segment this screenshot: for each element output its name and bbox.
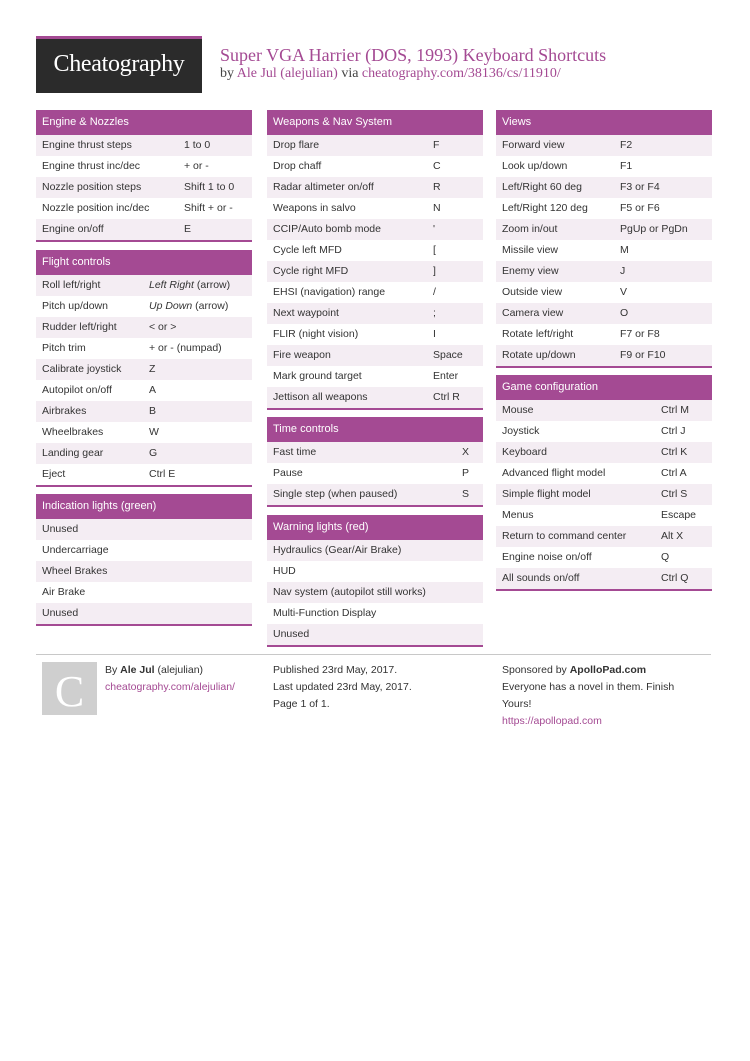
shortcut-key-italic: Left Right (149, 279, 194, 291)
shortcut-label: Rotate up/down (502, 349, 576, 361)
shortcut-key-text: Ctrl M (661, 404, 689, 416)
shortcut-key-text: V (620, 286, 628, 298)
shortcut-label: Cycle right MFD (273, 265, 349, 277)
shortcut-label: Mark ground target (273, 370, 362, 382)
shortcut-key-text: < or > (149, 321, 177, 333)
shortcut-row (496, 198, 712, 219)
shortcut-row (267, 345, 483, 366)
shortcut-key (184, 198, 233, 219)
shortcut-key (433, 198, 441, 219)
shortcut-row (496, 261, 712, 282)
byline (220, 66, 561, 82)
shortcut-label: Hydraulics (Gear/Air Brake) (273, 544, 402, 556)
shortcut-row (36, 317, 252, 338)
shortcut-label: Left/Right 120 deg (502, 202, 588, 214)
shortcut-row (267, 198, 483, 219)
shortcut-key-text: + or - (184, 160, 209, 172)
shortcut-key (433, 261, 436, 282)
shortcut-key-text: Shift + or - (184, 202, 233, 214)
shortcut-label: Fast time (273, 446, 317, 458)
section-title: Views (496, 110, 712, 135)
shortcut-key (661, 463, 687, 484)
shortcut-row (496, 442, 712, 463)
shortcut-key (620, 282, 627, 303)
shortcut-key (620, 135, 632, 156)
shortcut-row (267, 177, 483, 198)
shortcut-key-text: / (433, 286, 436, 298)
shortcut-key (149, 401, 156, 422)
footer-by: By (105, 664, 121, 676)
shortcut-key-text: F9 or F10 (620, 349, 666, 361)
shortcut-row (267, 463, 483, 484)
shortcut-key (661, 526, 683, 547)
shortcut-key (620, 198, 660, 219)
footer-sponsor-prefix: Sponsored by (502, 664, 570, 676)
shortcut-label: Radar altimeter on/off (273, 181, 374, 193)
shortcut-key-text: S (461, 488, 469, 500)
shortcut-row (36, 540, 252, 561)
cheatography-logo[interactable] (36, 36, 202, 93)
section-engine (36, 110, 252, 242)
shortcut-key (149, 296, 228, 317)
shortcut-row (496, 282, 712, 303)
shortcut-list (36, 275, 252, 485)
shortcut-key (184, 177, 234, 198)
footer-author-url-text[interactable]: cheatography.com/alejulian/ (105, 681, 235, 693)
shortcut-label: Single step (when paused) (273, 488, 398, 500)
shortcut-row (36, 198, 252, 219)
shortcut-key (433, 240, 436, 261)
shortcut-key-text: F2 (620, 139, 633, 151)
shortcut-key-text: Shift 1 to 0 (184, 181, 235, 193)
shortcut-row (36, 582, 252, 603)
shortcut-row (496, 421, 712, 442)
shortcut-key-text: Ctrl J (661, 425, 686, 437)
shortcut-label: Forward view (502, 139, 565, 151)
shortcut-key-text: A (149, 384, 157, 396)
shortcut-label: Fire weapon (273, 349, 331, 361)
shortcut-label: EHSI (navigation) range (273, 286, 386, 298)
shortcut-key (433, 345, 463, 366)
shortcut-row (267, 261, 483, 282)
shortcut-key-text: O (620, 307, 629, 319)
shortcut-label: Multi-Function Display (273, 607, 377, 619)
shortcut-row (496, 303, 712, 324)
shortcut-label: HUD (273, 565, 296, 577)
footer-published: Published 23rd May, 2017. (273, 664, 398, 676)
shortcut-label: Camera view (502, 307, 564, 319)
shortcut-row (36, 519, 252, 540)
section-title: Flight controls (36, 250, 252, 275)
section-weapons (267, 110, 483, 410)
shortcut-key-text: Ctrl A (661, 467, 687, 479)
shortcut-row (267, 387, 483, 408)
footer-sponsor-url-text[interactable]: https://apollopad.com (502, 715, 602, 727)
shortcut-key (149, 317, 176, 338)
section-title: Weapons & Nav System (267, 110, 483, 135)
shortcut-key (661, 421, 686, 442)
shortcut-key-text: [ (433, 244, 436, 256)
shortcut-key-text: G (149, 447, 158, 459)
shortcut-row (496, 135, 712, 156)
shortcut-key-text: Ctrl S (661, 488, 688, 500)
shortcut-key (661, 442, 687, 463)
shortcut-key-text: F (433, 139, 440, 151)
shortcut-row (267, 624, 483, 645)
shortcut-key (620, 240, 629, 261)
shortcut-label: Nav system (autopilot still works) (273, 586, 426, 598)
shortcut-label: Autopilot on/off (42, 384, 112, 396)
shortcut-key (433, 156, 441, 177)
shortcut-label: Weapons in salvo (273, 202, 356, 214)
shortcut-list (496, 400, 712, 589)
shortcut-row (267, 442, 483, 463)
shortcut-key-text: P (461, 467, 469, 479)
shortcut-label: Keyboard (502, 446, 547, 458)
shortcut-row (36, 464, 252, 485)
shortcut-key-text: R (433, 181, 441, 193)
shortcut-key-text: Ctrl Q (661, 572, 689, 584)
footer-author-url[interactable] (105, 681, 235, 693)
shortcut-label: Jettison all weapons (273, 391, 368, 403)
shortcut-label: Rotate left/right (502, 328, 574, 340)
shortcut-label: Missile view (502, 244, 559, 256)
shortcut-row (36, 219, 252, 240)
shortcut-key-text: Escape (661, 509, 697, 521)
footer-sponsor-url[interactable] (502, 715, 602, 727)
shortcut-label: Engine noise on/off (502, 551, 592, 563)
shortcut-row (496, 484, 712, 505)
shortcut-key (462, 463, 469, 484)
footer-author-name: Ale Jul (120, 664, 155, 676)
section-time (267, 417, 483, 507)
shortcut-row (267, 324, 483, 345)
shortcut-row (36, 603, 252, 624)
shortcut-key-text: Z (149, 363, 156, 375)
shortcut-key-text: W (149, 426, 159, 438)
shortcut-row (267, 240, 483, 261)
shortcut-key (184, 219, 191, 240)
shortcut-row (267, 156, 483, 177)
shortcut-key-text: + or - (numpad) (149, 342, 222, 354)
shortcut-label: Look up/down (502, 160, 568, 172)
byline-via: via (341, 66, 359, 81)
section-title: Engine & Nozzles (36, 110, 252, 135)
shortcut-label: Calibrate joystick (42, 363, 122, 375)
shortcut-label: Joystick (502, 425, 540, 437)
shortcut-row (36, 156, 252, 177)
shortcut-key-text: (arrow) (192, 300, 229, 312)
shortcut-row (267, 561, 483, 582)
shortcut-row (36, 338, 252, 359)
shortcut-key (620, 261, 625, 282)
shortcut-key-text: X (461, 446, 469, 458)
shortcut-label: Cycle left MFD (273, 244, 342, 256)
shortcut-label: CCIP/Auto bomb mode (273, 223, 381, 235)
shortcut-key (433, 219, 435, 240)
shortcut-label: Mouse (502, 404, 534, 416)
author-link[interactable]: Ale Jul (alejulian) (236, 66, 338, 81)
shortcut-key (433, 282, 436, 303)
footer-updated: Last updated 23rd May, 2017. (273, 681, 412, 693)
shortcut-key (433, 303, 436, 324)
shortcut-row (36, 443, 252, 464)
shortcut-row (36, 380, 252, 401)
shortcut-label: Roll left/right (42, 279, 101, 291)
shortcut-label: Outside view (502, 286, 563, 298)
shortcut-key (462, 442, 469, 463)
shortcut-key-text: ; (433, 307, 436, 319)
shortcut-key-text: Enter (433, 370, 459, 382)
shortcut-key (149, 380, 156, 401)
shortcut-row (36, 177, 252, 198)
section-warning (267, 515, 483, 647)
shortcut-row (36, 422, 252, 443)
shortcut-key-italic: Up Down (149, 300, 193, 312)
shortcut-key-text: F3 or F4 (620, 181, 660, 193)
shortcut-key (149, 464, 175, 485)
shortcut-list (36, 135, 252, 240)
shortcut-key (661, 400, 689, 421)
shortcut-key (433, 135, 439, 156)
shortcut-key (620, 156, 632, 177)
shortcut-key-text: PgUp or PgDn (620, 223, 688, 235)
shortcut-row (496, 526, 712, 547)
shortcut-row (496, 219, 712, 240)
shortcut-key (661, 484, 687, 505)
shortcut-label: Pitch trim (42, 342, 86, 354)
shortcut-label: Drop flare (273, 139, 320, 151)
footer-sponsor-name: ApolloPad.com (569, 664, 647, 676)
shortcut-row (36, 561, 252, 582)
shortcut-list (267, 540, 483, 645)
shortcut-row (496, 568, 712, 589)
shortcut-key (149, 443, 157, 464)
shortcut-key-text: (arrow) (193, 279, 231, 291)
shortcut-row (267, 366, 483, 387)
shortcut-label: Zoom in/out (502, 223, 558, 235)
shortcut-row (267, 603, 483, 624)
shortcut-key-text: F5 or F6 (620, 202, 660, 214)
shortcut-row (496, 240, 712, 261)
shortcut-label: Left/Right 60 deg (502, 181, 582, 193)
shortcut-row (496, 324, 712, 345)
shortcut-label: Unused (42, 523, 79, 535)
shortcut-key-text: 1 to 0 (184, 139, 211, 151)
shortcut-key (661, 568, 688, 589)
shortcut-row (496, 547, 712, 568)
shortcut-label: Nozzle position inc/dec (42, 202, 150, 214)
footer-author (105, 664, 203, 676)
shortcut-label: Eject (42, 468, 66, 480)
section-flight (36, 250, 252, 487)
section-title: Game configuration (496, 375, 712, 400)
logo-text: Cheatography (53, 51, 185, 77)
shortcut-key-text: I (433, 328, 436, 340)
shortcut-key (661, 547, 669, 568)
shortcut-row (496, 345, 712, 366)
shortcut-row (496, 156, 712, 177)
byline-prefix: by (220, 66, 234, 81)
shortcut-label: All sounds on/off (502, 572, 580, 584)
shortcut-label: Pause (273, 467, 303, 479)
shortcut-label: Unused (273, 628, 310, 640)
shortcut-label: Wheelbrakes (42, 426, 104, 438)
author-avatar (42, 662, 97, 715)
shortcut-row (496, 400, 712, 421)
avatar-letter: C (54, 667, 85, 716)
shortcut-row (496, 177, 712, 198)
shortcut-row (36, 135, 252, 156)
shortcut-key (149, 338, 222, 359)
shortcut-label: Wheel Brakes (42, 565, 108, 577)
shortcut-key (620, 177, 660, 198)
shortcut-row (267, 282, 483, 303)
shortcut-label: Menus (502, 509, 534, 521)
footer-sponsor-line1: Everyone has a novel in them. Finish (502, 681, 675, 693)
shortcut-label: Landing gear (42, 447, 104, 459)
shortcut-label: Engine thrust inc/dec (42, 160, 141, 172)
shortcut-key-text: Alt X (661, 530, 684, 542)
footer-author-handle: (alejulian) (154, 664, 204, 676)
shortcut-label: Drop chaff (273, 160, 322, 172)
shortcut-label: Enemy view (502, 265, 559, 277)
section-title: Indication lights (green) (36, 494, 252, 519)
sheet-url-link[interactable]: cheatography.com/38136/cs/11910/ (361, 66, 561, 81)
shortcut-row (496, 505, 712, 526)
shortcut-key (433, 387, 460, 408)
footer-sponsor-line2: Yours! (502, 698, 532, 710)
shortcut-key (433, 177, 441, 198)
shortcut-key-text: N (433, 202, 441, 214)
section-views (496, 110, 712, 368)
shortcut-key (620, 324, 660, 345)
shortcut-list (496, 135, 712, 366)
shortcut-key-text: E (184, 223, 192, 235)
section-title: Time controls (267, 417, 483, 442)
shortcut-key (149, 422, 159, 443)
shortcut-list (267, 135, 483, 408)
shortcut-label: Next waypoint (273, 307, 339, 319)
shortcut-key-text: ' (433, 223, 436, 235)
shortcut-row (267, 484, 483, 505)
shortcut-key (433, 324, 436, 345)
shortcut-row (267, 540, 483, 561)
page-title: Super VGA Harrier (DOS, 1993) Keyboard Shortcuts (220, 45, 607, 65)
shortcut-label: Airbrakes (42, 405, 87, 417)
section-game (496, 375, 712, 591)
shortcut-key-text: Ctrl K (661, 446, 688, 458)
shortcut-key (149, 359, 155, 380)
shortcut-key-text: J (620, 265, 626, 277)
footer-divider (36, 654, 711, 655)
shortcut-label: Rudder left/right (42, 321, 117, 333)
shortcut-key (620, 219, 688, 240)
section-title: Warning lights (red) (267, 515, 483, 540)
shortcut-key (433, 366, 458, 387)
shortcut-key-text: Space (433, 349, 463, 361)
shortcut-key (661, 505, 696, 526)
shortcut-label: FLIR (night vision) (273, 328, 359, 340)
shortcut-row (267, 219, 483, 240)
shortcut-key (620, 303, 628, 324)
shortcut-key (184, 156, 209, 177)
shortcut-row (496, 463, 712, 484)
shortcut-key-text: Q (661, 551, 670, 563)
shortcut-key-text: Ctrl E (149, 468, 176, 480)
shortcut-key-text: F1 (620, 160, 633, 172)
shortcut-key (620, 345, 666, 366)
shortcut-key-text: ] (433, 265, 436, 277)
shortcut-list (267, 442, 483, 505)
shortcut-key-text: Ctrl R (433, 391, 460, 403)
footer-sponsor (502, 664, 646, 676)
shortcut-row (267, 303, 483, 324)
shortcut-label: Advanced flight model (502, 467, 606, 479)
shortcut-label: Air Brake (42, 586, 86, 598)
shortcut-key-text: C (433, 160, 441, 172)
shortcut-key (149, 275, 230, 296)
shortcut-label: Unused (42, 607, 79, 619)
shortcut-label: Return to command center (502, 530, 627, 542)
shortcut-label: Engine thrust steps (42, 139, 132, 151)
shortcut-key-text: M (620, 244, 629, 256)
shortcut-label: Undercarriage (42, 544, 109, 556)
shortcut-row (36, 275, 252, 296)
shortcut-key-text: B (149, 405, 157, 417)
shortcut-key (184, 135, 210, 156)
shortcut-label: Nozzle position steps (42, 181, 142, 193)
shortcut-row (36, 359, 252, 380)
footer-page: Page 1 of 1. (273, 698, 330, 710)
shortcut-label: Engine on/off (42, 223, 104, 235)
shortcut-row (36, 401, 252, 422)
shortcut-row (36, 296, 252, 317)
shortcut-row (267, 135, 483, 156)
shortcut-key-text: F7 or F8 (620, 328, 660, 340)
shortcut-list (36, 519, 252, 624)
shortcut-label: Pitch up/down (42, 300, 108, 312)
shortcut-key (462, 484, 469, 505)
section-indication (36, 494, 252, 626)
shortcut-row (267, 582, 483, 603)
shortcut-label: Simple flight model (502, 488, 591, 500)
